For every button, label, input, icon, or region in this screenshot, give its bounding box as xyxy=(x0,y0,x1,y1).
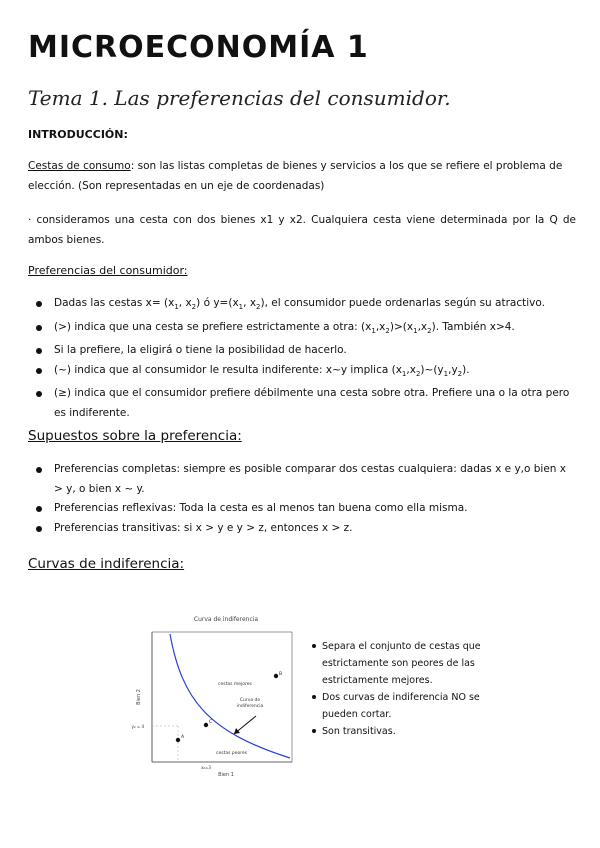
preferencias-list xyxy=(32,294,576,423)
bullet-icon xyxy=(36,368,42,374)
list-item: Preferencias completas: siempre es posible comparar dos cestas cualquiera: dadas x e y,o bien x > y, o bien x ~ y. xyxy=(32,460,576,499)
list-item: Preferencias reflexivas: Toda la cesta es al menos tan buena como ella misma. xyxy=(32,499,576,519)
bullet-icon xyxy=(36,467,42,473)
bullet-icon xyxy=(36,348,42,354)
point-b-label: B xyxy=(279,672,283,677)
label-curva-1: Curva de xyxy=(239,698,261,703)
list-item: (~) indica que al consumidor le resulta indiferente: x~y implica $(x_1,x_2)\sim(y_1,y_2)$. xyxy=(32,361,576,385)
cestas-paragraph xyxy=(28,156,576,196)
label-curva-2: indiferencia xyxy=(236,704,264,709)
bullet-icon xyxy=(36,301,42,307)
indifference-curve-figure xyxy=(130,608,302,780)
tick-x-label: x₂=3 xyxy=(201,765,211,770)
consider-paragraph: · consideramos una cesta con dos bienes x1 y x2. Cualquiera cesta viene determinada por la Q de ambos bienes. xyxy=(28,214,576,246)
arrow-head-icon xyxy=(234,728,240,734)
list-item: (≥) indica que el consumidor prefiere débilmente una cesta sobre otra. Prefiere una o la otra pero es indiferente. xyxy=(32,384,576,423)
supuestos-list xyxy=(32,460,576,538)
bullet-icon xyxy=(36,391,42,397)
supuestos-heading: Supuestos sobre la preferencia: xyxy=(28,428,242,444)
preferencias-heading: Preferencias del consumidor: xyxy=(28,264,188,277)
intro-heading: INTRODUCCIÓN: xyxy=(28,128,128,141)
list-item: Dos curvas de indiferencia NO se pueden cortar. xyxy=(312,689,512,723)
point-b xyxy=(274,674,278,678)
indifference-curve xyxy=(170,634,290,758)
bullet-icon xyxy=(36,325,42,331)
bullet-icon xyxy=(312,644,316,648)
point-c-label: C xyxy=(209,720,213,725)
x-axis-label: Bien 1 xyxy=(218,772,234,778)
tick-y-label: y₂ = 4 xyxy=(131,724,144,729)
list-item: Son transitivas. xyxy=(312,723,512,740)
bullet-icon xyxy=(312,695,316,699)
curvas-heading: Curvas de indiferencia: xyxy=(28,556,185,572)
y-axis-label: Bien 2 xyxy=(136,689,142,705)
point-c xyxy=(204,723,208,727)
cestas-term: Cestas de consumo xyxy=(28,160,131,172)
point-a-label: A xyxy=(181,735,185,740)
figure-title: Curva de indiferencia xyxy=(193,616,259,623)
list-item: (>) indica que una cesta se prefiere estrictamente a otra: $(x_1,x_2)>(x_1,x_2)$. También x>4. xyxy=(32,318,576,342)
point-a xyxy=(176,738,180,742)
list-item: Si la prefiere, la eligirá o tiene la posibilidad de hacerlo. xyxy=(32,341,576,361)
bullet-icon xyxy=(312,729,316,733)
list-item: Preferencias transitivas: si x > y e y > z, entonces x > z. xyxy=(32,519,576,539)
cestas-text-2: elección. (Son representadas en un eje de coordenadas) xyxy=(28,180,325,192)
label-peores: cestas peores xyxy=(216,751,248,756)
list-item: Separa el conjunto de cestas que estrictamente son peores de las estrictamente mejores. xyxy=(312,638,512,689)
plot-frame xyxy=(152,632,292,762)
page-title: MICROECONOMÍA 1 xyxy=(28,30,369,65)
curve-properties-list xyxy=(312,638,512,740)
cestas-text-1: : son las listas completas de bienes y servicios a los que se refiere el problema de xyxy=(130,160,563,172)
page-subtitle: Tema 1. Las preferencias del consumidor. xyxy=(28,86,451,110)
label-mejores: cestas mejores xyxy=(218,682,252,687)
list-item: Dadas las cestas $x= (x_1$, $x_2$) ó $y=(x_1$, $x_2$), el consumidor puede ordenarlas según su atractivo. xyxy=(32,294,576,318)
bullet-icon xyxy=(36,506,42,512)
bullet-icon xyxy=(36,526,42,532)
